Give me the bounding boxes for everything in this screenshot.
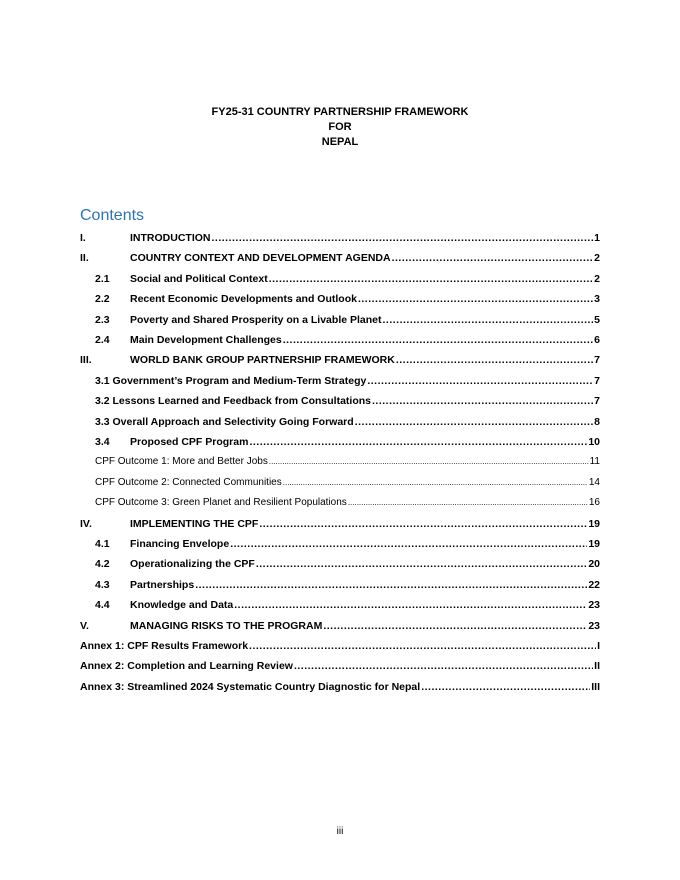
toc-entry-page: 1: [594, 232, 600, 244]
title-line-3: NEPAL: [321, 136, 359, 148]
toc-entry-page: 23: [588, 619, 600, 632]
toc-entry-page: 14: [588, 476, 600, 488]
toc-entry-label: Partnerships: [130, 578, 195, 591]
toc-entry[interactable]: [80, 518, 600, 534]
toc-entry-label: 3.1 Government’s Program and Medium-Term Strategy: [95, 374, 367, 387]
toc-entry-page: II: [594, 660, 600, 673]
toc-entry[interactable]: [95, 293, 600, 309]
toc-dot-leader: [372, 395, 593, 407]
toc-entry-label: 3.3 Overall Approach and Selectivity Going Forward: [95, 415, 354, 428]
toc-entry-label: CPF Outcome 3: Green Planet and Resilient Populations: [95, 497, 347, 509]
toc-entry[interactable]: [95, 273, 600, 289]
toc-entry[interactable]: [95, 538, 600, 554]
toc-entry[interactable]: [95, 436, 600, 452]
toc-entry-label: Poverty and Shared Prosperity on a Livable Planet: [130, 313, 382, 326]
toc-entry-number: 4.3: [95, 578, 110, 591]
toc-dot-leader: [269, 457, 589, 466]
toc-entry-page: 22: [588, 578, 600, 591]
toc-entry-label: Operationalizing the CPF: [130, 558, 255, 571]
toc-dot-leader: [283, 334, 593, 346]
toc-dot-leader: [355, 416, 593, 428]
toc-entry[interactable]: [95, 456, 600, 472]
toc-entry-label: INTRODUCTION: [130, 232, 211, 244]
toc-entry-page: 8: [594, 415, 600, 428]
toc-entry-number: 2.3: [95, 313, 110, 326]
toc-entry-number: II.: [80, 252, 89, 265]
toc-entry-label: MANAGING RISKS TO THE PROGRAM: [130, 619, 323, 632]
toc-entry-label: Main Development Challenges: [130, 334, 282, 346]
toc-entry[interactable]: [95, 314, 600, 330]
toc-dot-leader: [256, 558, 587, 570]
toc-entry-number: 3.4: [95, 436, 110, 448]
toc-entry-number: IV.: [80, 517, 92, 530]
toc-entry-page: 2: [594, 272, 600, 285]
toc-entry[interactable]: [80, 681, 600, 697]
toc-dot-leader: [230, 538, 587, 550]
toc-entry-page: 19: [588, 517, 600, 530]
contents-heading: Contents: [80, 207, 145, 224]
toc-entry-page: 5: [594, 313, 600, 326]
toc-dot-leader: [383, 314, 594, 326]
toc-entry[interactable]: [80, 354, 600, 370]
toc-entry-label: Annex 3: Streamlined 2024 Systematic Country Diagnostic for Nepal: [80, 680, 421, 693]
toc-entry[interactable]: [95, 579, 600, 595]
toc-entry[interactable]: [95, 395, 600, 411]
toc-dot-leader: [294, 660, 593, 672]
toc-entry-label: Social and Political Context: [130, 272, 268, 285]
toc-entry-page: 2: [594, 252, 600, 265]
title-line-2: FOR: [328, 121, 352, 133]
toc-entry-page: III: [591, 680, 600, 693]
toc-dot-leader: [323, 620, 587, 632]
page-number: iii: [336, 826, 344, 837]
toc-entry-page: 20: [588, 558, 600, 571]
toc-entry-number: 2.2: [95, 293, 110, 306]
toc-entry[interactable]: [80, 640, 600, 656]
toc-entry-label: Proposed CPF Program: [130, 436, 249, 448]
toc-entry-number: V.: [80, 619, 89, 632]
toc-dot-leader: [358, 293, 593, 305]
toc-entry-page: 7: [594, 354, 600, 367]
toc-entry-label: IMPLEMENTING THE CPF: [130, 517, 259, 530]
toc-entry[interactable]: [95, 375, 600, 391]
toc-entry[interactable]: [80, 620, 600, 636]
toc-entry-label: COUNTRY CONTEXT AND DEVELOPMENT AGENDA: [130, 252, 391, 265]
toc-entry-label: Knowledge and Data: [130, 599, 234, 612]
toc-dot-leader: [367, 375, 593, 387]
toc-entry[interactable]: [80, 660, 600, 676]
toc-entry-label: 3.2 Lessons Learned and Feedback from Consultations: [95, 395, 371, 408]
toc-entry-label: Annex 2: Completion and Learning Review: [80, 660, 293, 673]
toc-dot-leader: [212, 232, 594, 244]
toc-dot-leader: [249, 436, 587, 448]
toc-entry-page: 19: [588, 538, 600, 550]
toc-entry[interactable]: [80, 252, 600, 268]
toc-dot-leader: [259, 518, 587, 530]
toc-entry-number: 4.2: [95, 558, 110, 571]
toc-entry-number: III.: [80, 354, 92, 367]
toc-dot-leader: [195, 579, 587, 591]
toc-entry-label: CPF Outcome 1: More and Better Jobs: [95, 456, 268, 468]
toc-entry-number: I.: [80, 232, 86, 244]
toc-dot-leader: [348, 498, 588, 507]
toc-entry-page: 10: [588, 436, 600, 448]
toc-entry-number: 4.4: [95, 599, 110, 612]
toc-entry[interactable]: [95, 334, 600, 350]
document-title: [0, 105, 680, 150]
toc-dot-leader: [283, 478, 588, 487]
toc-dot-leader: [421, 681, 590, 693]
toc-dot-leader: [249, 640, 596, 652]
toc-entry-label: CPF Outcome 2: Connected Communities: [95, 476, 282, 488]
toc-entry-page: I: [597, 640, 600, 652]
toc-entry[interactable]: [95, 558, 600, 574]
toc-dot-leader: [392, 252, 594, 264]
toc-dot-leader: [234, 599, 587, 611]
title-line-1: FY25-31 COUNTRY PARTNERSHIP FRAMEWORK: [211, 106, 469, 118]
toc-entry-page: 23: [588, 599, 600, 612]
toc-entry-label: Annex 1: CPF Results Framework: [80, 640, 249, 652]
toc-entry-page: 7: [594, 395, 600, 408]
toc-entry[interactable]: [95, 497, 600, 513]
toc-entry[interactable]: [95, 416, 600, 432]
toc-dot-leader: [269, 273, 593, 285]
toc-entry[interactable]: [95, 599, 600, 615]
toc-dot-leader: [396, 354, 593, 366]
toc-entry-number: 2.1: [95, 272, 110, 285]
toc-entry-page: 3: [594, 293, 600, 306]
toc-entry-page: 11: [589, 456, 600, 468]
toc-entry-label: Financing Envelope: [130, 538, 230, 550]
toc-entry-number: 4.1: [95, 538, 110, 550]
toc-entry-page: 7: [594, 374, 600, 387]
toc-entry[interactable]: [95, 477, 600, 493]
toc-entry-label: Recent Economic Developments and Outlook: [130, 293, 357, 306]
toc-entry-number: 2.4: [95, 334, 110, 346]
toc-entry-page: 16: [588, 497, 600, 509]
toc-entry-page: 6: [594, 334, 600, 346]
toc-entry[interactable]: [80, 232, 600, 248]
toc-entry-label: WORLD BANK GROUP PARTNERSHIP FRAMEWORK: [130, 354, 395, 367]
